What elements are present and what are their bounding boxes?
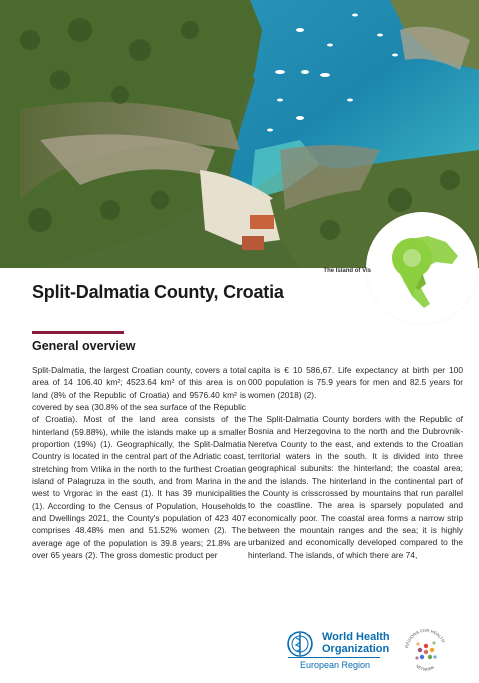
page-title: Split-Dalmatia County, Croatia (32, 282, 284, 302)
location-map (366, 212, 478, 324)
who-divider (288, 657, 380, 658)
rfh-top-text: REGIONS FOR HEALTH (404, 627, 447, 649)
who-name-line1: World Health (322, 631, 390, 643)
photo-caption: The Island of Vis (323, 268, 371, 274)
who-region: European Region (300, 660, 371, 670)
who-name-line2: Organization (322, 643, 390, 655)
croatia-map-icon (366, 212, 478, 324)
right-column (248, 364, 463, 573)
rfh-bottom-text: NETWORK (415, 663, 436, 672)
regions-for-health-network-icon (404, 626, 448, 676)
paragraph: The Split-Dalmatia County borders with the Republic of Bosnia and Herzegovina to the north and the Dubrovnik-Neretva County to the east, and extends to the Croatian territorial waters in the south. It is divided into three geographical subunits: the hinterland; the coastal area; and the islands. The hinterland in the continental part of the County is crisscrossed by mountains that run parallel to the coastline. The area is sparsely populated and economically poor. The coastal area forms a narrow strip between the mountain ranges and the sea; it is highly urbanized and economically developed compared to the hinterland. The islands, of which there are 74, (248, 414, 463, 560)
left-column (32, 364, 246, 574)
section-divider (32, 331, 124, 334)
paragraph: capita is € 10 586,67. Life expectancy at birth per 100 000 population is 75.9 years for men and 82.5 years for women (2018) (2). (248, 365, 463, 400)
section-heading: General overview (32, 339, 136, 353)
paragraph: Split-Dalmatia, the largest Croatian county, covers a total area of 14 106.40 km²; 4523.64 km² of this area is on land (8% of the Republic of Croatia) and 9576.40 km² is covered by sea (30.8% of the sea surface of the Republic of Croatia). Most of the land area consists of the hinterland (59.88%), while the islands make up a smaller proportion (19%) (1). Geographically, the Split-Dalmatia Country is located in the central part of the Adriatic coast, stretching from Vrlika in the north to the furthest Croatian island of Palagruza in the south, and from Marina in the west to Vrgorac in the east (1). It has 39 municipalities (1). According to the Census of Population, Households and Dwellings 2021, the County's population of 423 407 comprises 48.48% men and 51.52% women (2). The average age of the population is 39.8 years; 21.8% are over 65 years (2). The gross domestic product per (32, 365, 246, 561)
svg-text:NETWORK (415, 663, 436, 672)
